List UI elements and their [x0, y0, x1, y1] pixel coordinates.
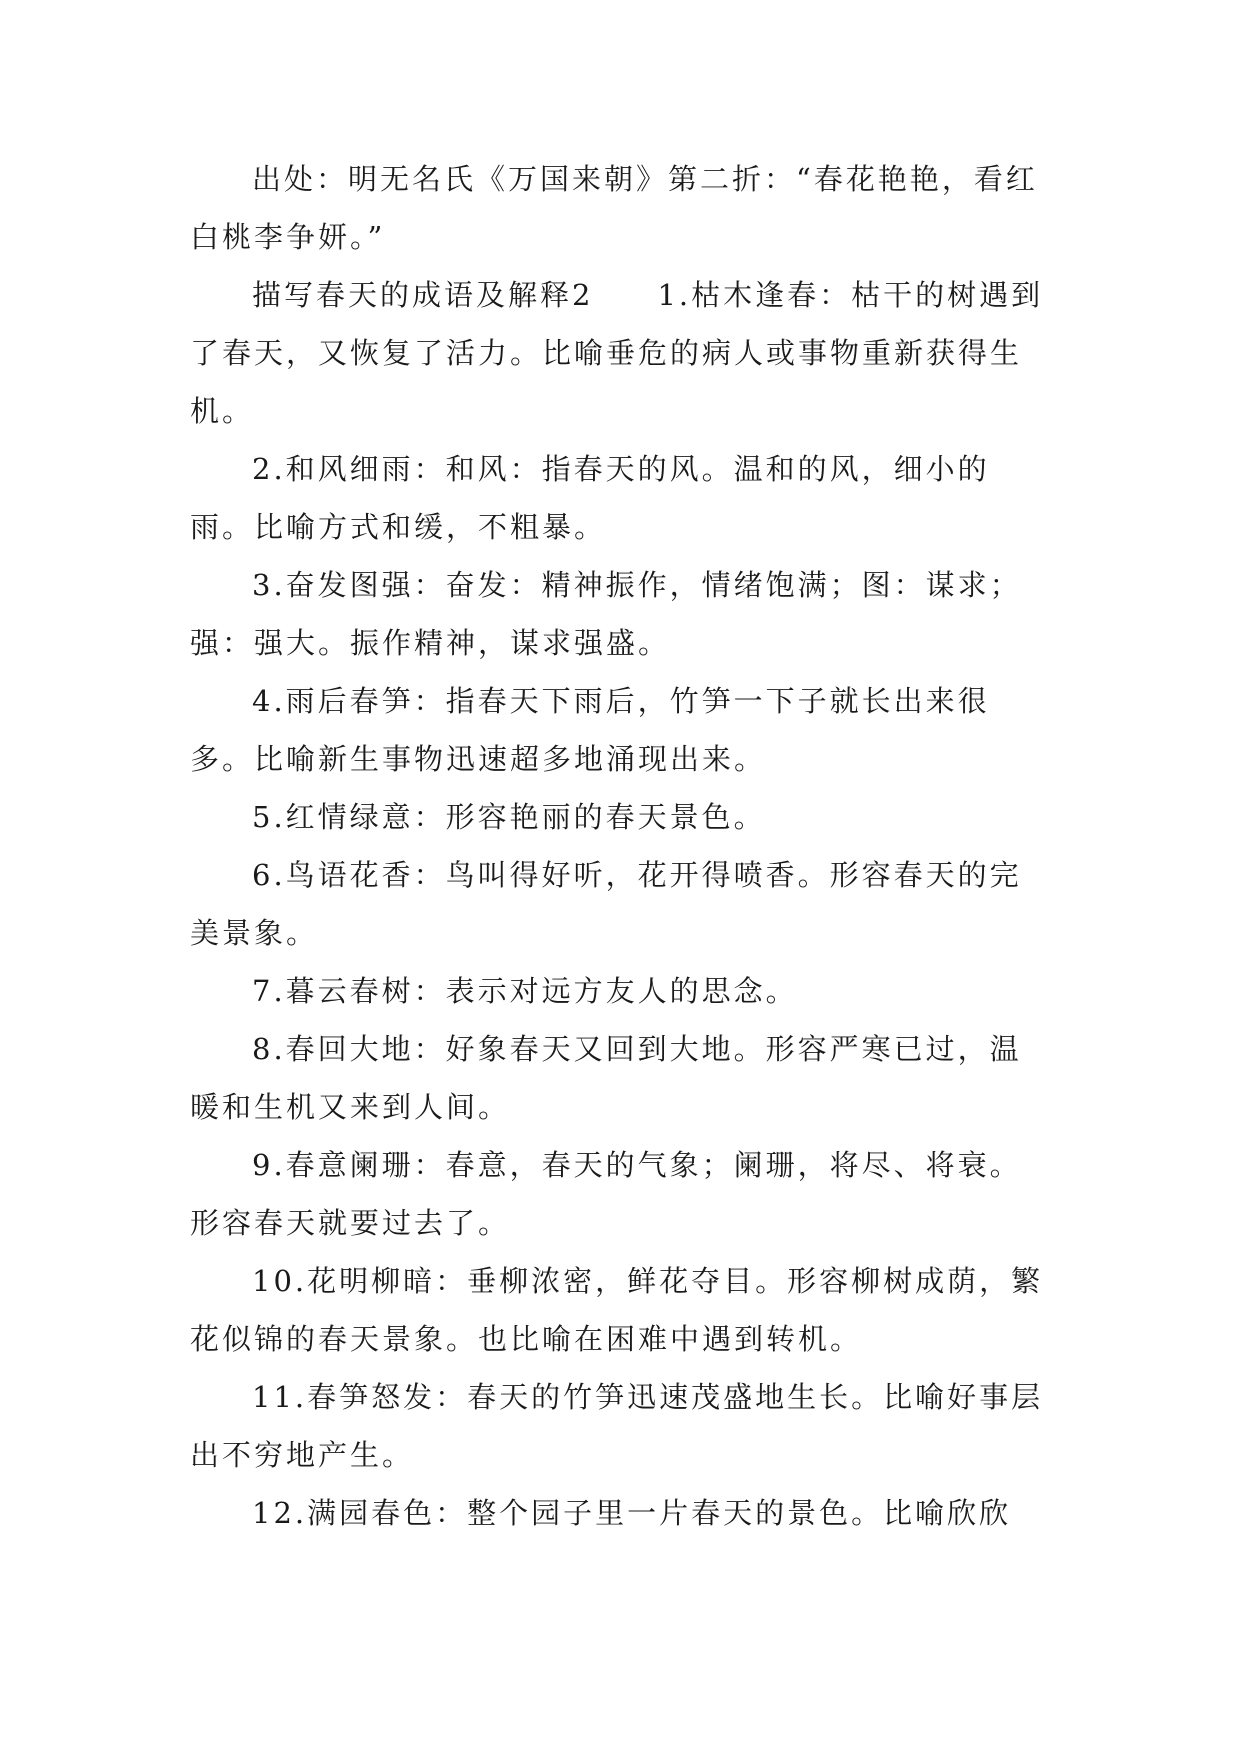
- paragraph-item-5: 5.红情绿意：形容艳丽的春天景色。: [252, 800, 766, 834]
- paragraph-heading-item-1: 描写春天的成语及解释2 1.枯木逢春：枯干的树遇到了春天，又恢复了活力。比喻垂危的病人或事物重新获得生机。: [190, 278, 1044, 428]
- paragraph-item-9: 9.春意阑珊：春意，春天的气象；阑珊，将尽、将衰。形容春天就要过去了。: [190, 1148, 1022, 1240]
- paragraph-item-8: 8.春回大地：好象春天又回到大地。形容严寒已过，温暖和生机又来到人间。: [190, 1032, 1022, 1124]
- paragraph-item-11: 11.春笋怒发：春天的竹笋迅速茂盛地生长。比喻好事层出不穷地产生。: [190, 1380, 1044, 1472]
- paragraph-item-4: 4.雨后春笋：指春天下雨后，竹笋一下子就长出来很多。比喻新生事物迅速超多地涌现出来。: [190, 684, 990, 776]
- paragraph-item-10: 10.花明柳暗：垂柳浓密，鲜花夺目。形容柳树成荫，繁花似锦的春天景象。也比喻在困难中遇到转机。: [190, 1264, 1044, 1356]
- paragraph-item-2: 2.和风细雨：和风：指春天的风。温和的风，细小的雨。比喻方式和缓，不粗暴。: [190, 452, 990, 544]
- paragraph-item-7: 7.暮云春树：表示对远方友人的思念。: [252, 974, 798, 1008]
- paragraph-item-3: 3.奋发图强：奋发：精神振作，情绪饱满；图：谋求；强：强大。振作精神，谋求强盛。: [190, 568, 1022, 660]
- paragraph-item-12: 12.满园春色：整个园子里一片春天的景色。比喻欣欣: [252, 1496, 1012, 1530]
- paragraph-item-6: 6.鸟语花香：鸟叫得好听，花开得喷香。形容春天的完美景象。: [190, 858, 1022, 950]
- document-page: [190, 150, 1050, 1542]
- paragraph-source: 出处：明无名氏《万国来朝》第二折：“春花艳艳，看红白桃李争妍。”: [190, 162, 1038, 254]
